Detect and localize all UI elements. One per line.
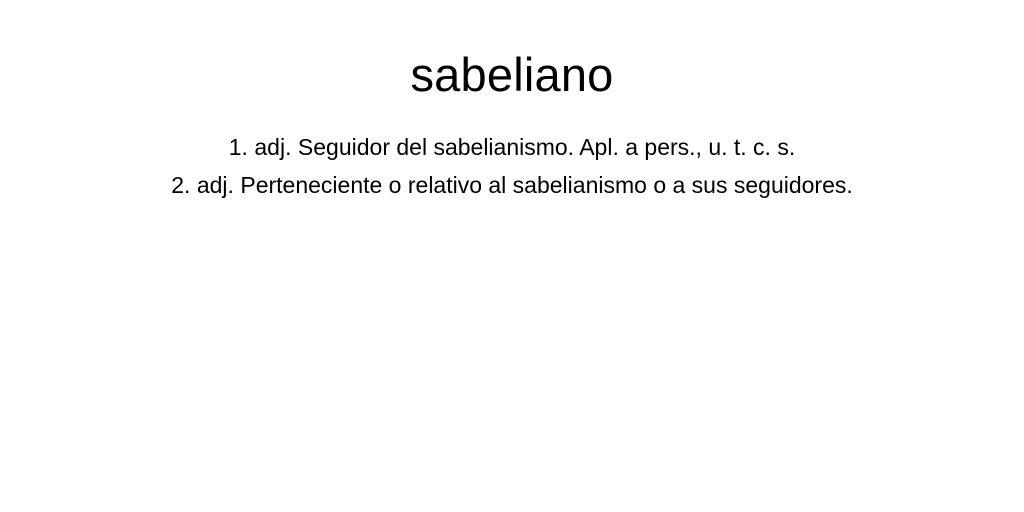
definition-item (0, 166, 1024, 204)
definition-number: 2. (171, 172, 191, 198)
definition-number: 1. (228, 134, 248, 160)
grammatical-category: adj. (254, 134, 292, 160)
headword: sabeliano (410, 48, 614, 101)
definition-item (0, 128, 1024, 166)
definition-text: Perteneciente o relativo al sabelianismo o a sus seguidores. (240, 172, 853, 198)
definition-text: Seguidor del sabelianismo. Apl. a pers., u. t. c. s. (297, 134, 796, 160)
definition-list (0, 128, 1024, 204)
grammatical-category: adj. (196, 172, 234, 198)
